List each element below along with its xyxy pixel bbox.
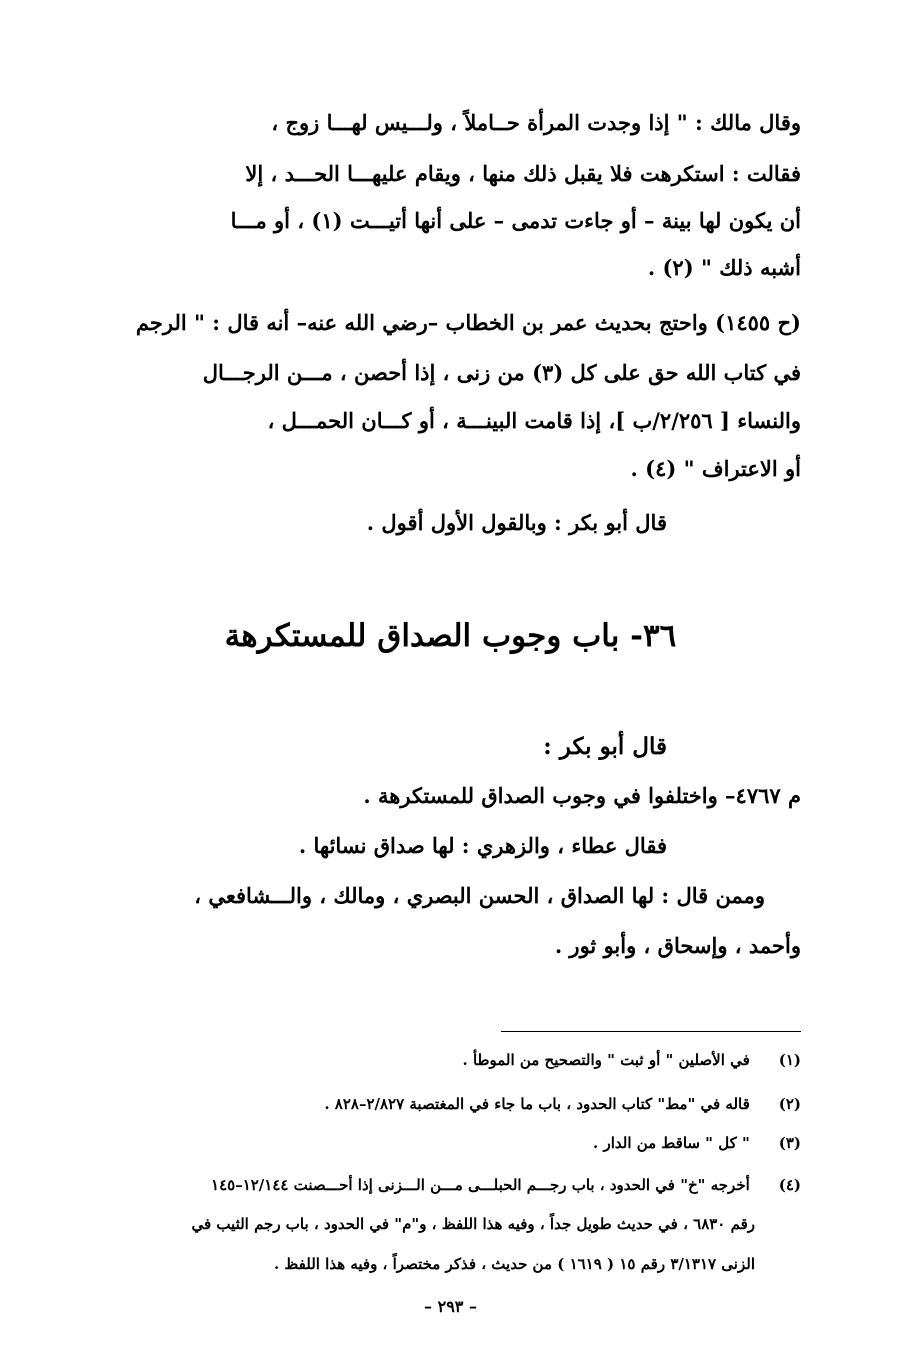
paragraph1-line-1: وقال مالك : " إذا وجدت المرأة حــاملاً ، ولـــيس لهـــا زوج ، xyxy=(271,110,801,135)
footnote-text: أخرجه "خ" في الحدود ، باب رجـــم الحبلـــى مـــن الـــزنى إذا أحـــصنت ١٢/١٤٤–١٤٥ xyxy=(211,1176,750,1194)
footnote-number: (٤) xyxy=(778,1176,801,1194)
paragraph2-line-5: قال أبو بكر : وبالقول الأول أقول . xyxy=(366,510,667,535)
section-line-4: وأحمد ، وإسحاق ، وأبو ثور . xyxy=(554,933,801,958)
footnote-number: (٣) xyxy=(778,1134,801,1152)
paragraph2-line-4: أو الاعتراف " (٤) . xyxy=(630,456,801,481)
footnote-text: في الأصلين " أو ثبت " والتصحيح من الموطأ . xyxy=(462,1051,750,1069)
footnote-separator xyxy=(501,1031,801,1032)
footnote-3 xyxy=(101,1136,801,1151)
footnote-2 xyxy=(101,1097,801,1112)
section-line-3: وممن قال : لها الصداق ، الحسن البصري ، ومالك ، والـــشافعي ، xyxy=(194,883,765,908)
footnote-number: (٢) xyxy=(778,1095,801,1113)
paragraph2-line-1: (ح ١٤٥٥) واحتج بحديث عمر بن الخطاب –رضي الله عنه– أنه قال : " الرجم xyxy=(135,310,801,335)
paragraph2-line-3: والنساء [ ٢/٢٥٦/ب ]، إذا قامت البينـــة ، أو كـــان الحمـــل ، xyxy=(267,408,801,433)
section-subheading: قال أبو بكر : xyxy=(543,733,667,760)
page-number: – ٢٩٣ – xyxy=(424,1297,477,1316)
paragraph1-line-3: أن يكون لها بينة – أو جاءت تدمى – على أنها أتيـــت (١) ، أو مـــا xyxy=(230,208,801,233)
footnote-text: قاله في "مط" كتاب الحدود ، باب ما جاء في المغتصبة ٢/٨٢٧–٨٢٨ . xyxy=(324,1095,750,1113)
footnote-4-continuation-1: رقم ٦٨٣٠ ، في حديث طويل جداً ، وفيه هذا اللفظ ، و"م" في الحدود ، باب رجم الثيب في xyxy=(191,1215,755,1233)
chapter-heading: ٣٦- باب وجوب الصداق للمستكرهة xyxy=(224,618,677,654)
footnote-1 xyxy=(101,1053,801,1068)
paragraph2-line-2: في كتاب الله حق على كل (٣) من زنى ، إذا أحصن ، مـــن الرجـــال xyxy=(202,360,801,385)
footnote-number: (١) xyxy=(778,1051,801,1069)
footnote-4-continuation-2: الزنى ٣/١٣١٧ رقم ١٥ ( ١٦١٩ ) من حديث ، فذكر مختصراً ، وفيه هذا اللفظ . xyxy=(273,1255,755,1273)
footnote-text: " كل " ساقط من الدار . xyxy=(593,1134,750,1152)
section-line-1: م ٤٧٦٧– واختلفوا في وجوب الصداق للمستكرهة . xyxy=(363,783,801,808)
section-line-2: فقال عطاء ، والزهري : لها صداق نسائها . xyxy=(298,833,667,858)
footnote-4 xyxy=(101,1178,801,1193)
paragraph1-line-4: أشبه ذلك " (٢) . xyxy=(647,255,801,280)
paragraph1-line-2: فقالت : استكرهت فلا يقبل ذلك منها ، ويقام عليهـــا الحـــد ، إلا xyxy=(245,161,801,186)
